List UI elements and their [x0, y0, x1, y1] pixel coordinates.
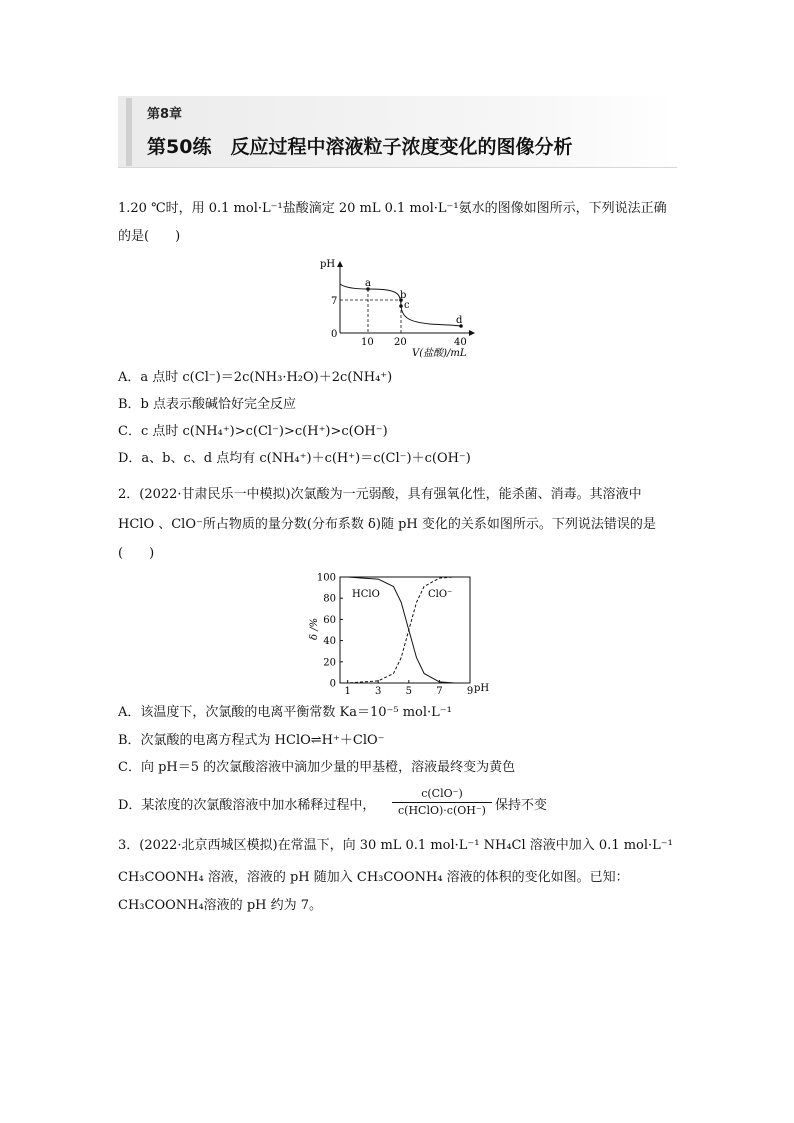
- q1-xtick-20: 20: [394, 337, 407, 348]
- page-title: 第50练 反应过程中溶液粒子浓度变化的图像分析: [147, 136, 573, 158]
- q2-option-b: B．次氯酸的电离方程式为 HClO⇌H⁺＋ClO⁻: [118, 733, 385, 748]
- q2-xtick-label: 9: [466, 686, 474, 697]
- q2-ytick-label: 80: [323, 593, 336, 605]
- fraction-numerator: c(ClO⁻): [421, 787, 463, 800]
- q2-xlabel: pH: [474, 683, 490, 694]
- q3-stem-line1: 3．(2022·北京西城区模拟)在常温下，向 30 mL 0.1 mol·L⁻¹ NH₄Cl 溶液中加入 0.1 mol·L⁻¹: [118, 838, 673, 853]
- q1-option-b: B．b 点表示酸碱恰好完全反应: [118, 397, 297, 412]
- q1-ylabel: pH: [320, 259, 336, 270]
- q2-series-label-clo: ClO⁻: [428, 589, 453, 600]
- q1-ytick-0: 0: [331, 329, 338, 340]
- q2-stem-line2: HClO 、ClO⁻所占物质的量分数(分布系数 δ)随 pH 变化的关系如图所示。下列说法错误的是: [118, 517, 656, 532]
- q2-stem-line1: 2．(2022·甘肃民乐一中模拟)次氯酸为一元弱酸，具有强氧化性，能杀菌、消毒。其溶液中: [118, 487, 642, 502]
- q2-xtick-label: 7: [436, 686, 443, 697]
- banner-accent-bar: [126, 98, 132, 166]
- q2-series-label-hclo: HClO: [352, 589, 380, 600]
- q3-stem-line2: CH₃COONH₄ 溶液，溶液的 pH 随加入 CH₃COONH₄ 溶液的体积的变化如图。已知：: [118, 870, 629, 885]
- fraction-bar: [392, 802, 492, 803]
- q2-option-d: D．某浓度的次氯酸溶液中加水稀释过程中，: [118, 798, 376, 813]
- q1-stem-line1: 1.20 ℃时，用 0.1 mol·L⁻¹盐酸滴定 20 mL 0.1 mol·L⁻¹氨水的图像如图所示，下列说法正确: [118, 201, 667, 216]
- q2-xtick-label: 5: [405, 686, 413, 697]
- q1-label-b: b: [400, 290, 407, 301]
- q2-ylabel: δ /%: [309, 617, 320, 640]
- q1-titration-chart: [318, 253, 478, 361]
- q1-stem-line2: 的是( ): [118, 229, 181, 244]
- q1-label-a: a: [365, 278, 371, 289]
- q3-stem-line3: CH₃COONH₄溶液的 pH 约为 7。: [118, 898, 323, 913]
- q2-ytick-label: 20: [323, 657, 336, 669]
- q2-ytick-label: 0: [329, 678, 336, 690]
- q1-point-c: [399, 304, 403, 308]
- chapter-label: 第8章: [147, 107, 183, 122]
- fraction-denominator: c(HClO)·c(OH⁻): [398, 804, 486, 817]
- q2-xtick-label: 1: [344, 686, 351, 697]
- q1-option-c: C．c 点时 c(NH₄⁺)>c(Cl⁻)>c(H⁺)>c(OH⁻): [118, 424, 388, 439]
- q2-ytick-label: 100: [316, 572, 336, 584]
- banner-divider: [118, 167, 677, 168]
- q2-distribution-chart: [305, 568, 490, 698]
- q2-stem-line3: ( ): [118, 546, 155, 561]
- q2-option-d-fraction: [392, 787, 492, 818]
- q2-ytick-label: 60: [323, 614, 336, 626]
- q1-xtick-40: 40: [454, 337, 467, 348]
- q2-ytick-label: 40: [323, 636, 336, 648]
- q2-option-a: A．该温度下，次氯酸的电离平衡常数 Ka＝10⁻⁵ mol·L⁻¹: [118, 705, 452, 720]
- q2-option-c: C．向 pH＝5 的次氯酸溶液中滴加少量的甲基橙，溶液最终变为黄色: [118, 760, 516, 775]
- q1-label-c: c: [404, 300, 410, 311]
- q1-xlabel: V(盐酸)/mL: [412, 348, 467, 359]
- q1-option-d: D．a、b、c、d 点均有 c(NH₄⁺)＋c(H⁺)＝c(Cl⁻)＋c(OH⁻): [118, 451, 471, 466]
- q2-option-d-suffix: 保持不变: [495, 798, 548, 813]
- q1-xtick-10: 10: [361, 337, 374, 348]
- q1-label-d: d: [456, 315, 463, 326]
- q1-option-a: A．a 点时 c(Cl⁻)＝2c(NH₃·H₂O)＋2c(NH₄⁺): [118, 370, 393, 385]
- q1-ytick-7: 7: [331, 296, 338, 307]
- q2-xtick-label: 3: [375, 686, 382, 697]
